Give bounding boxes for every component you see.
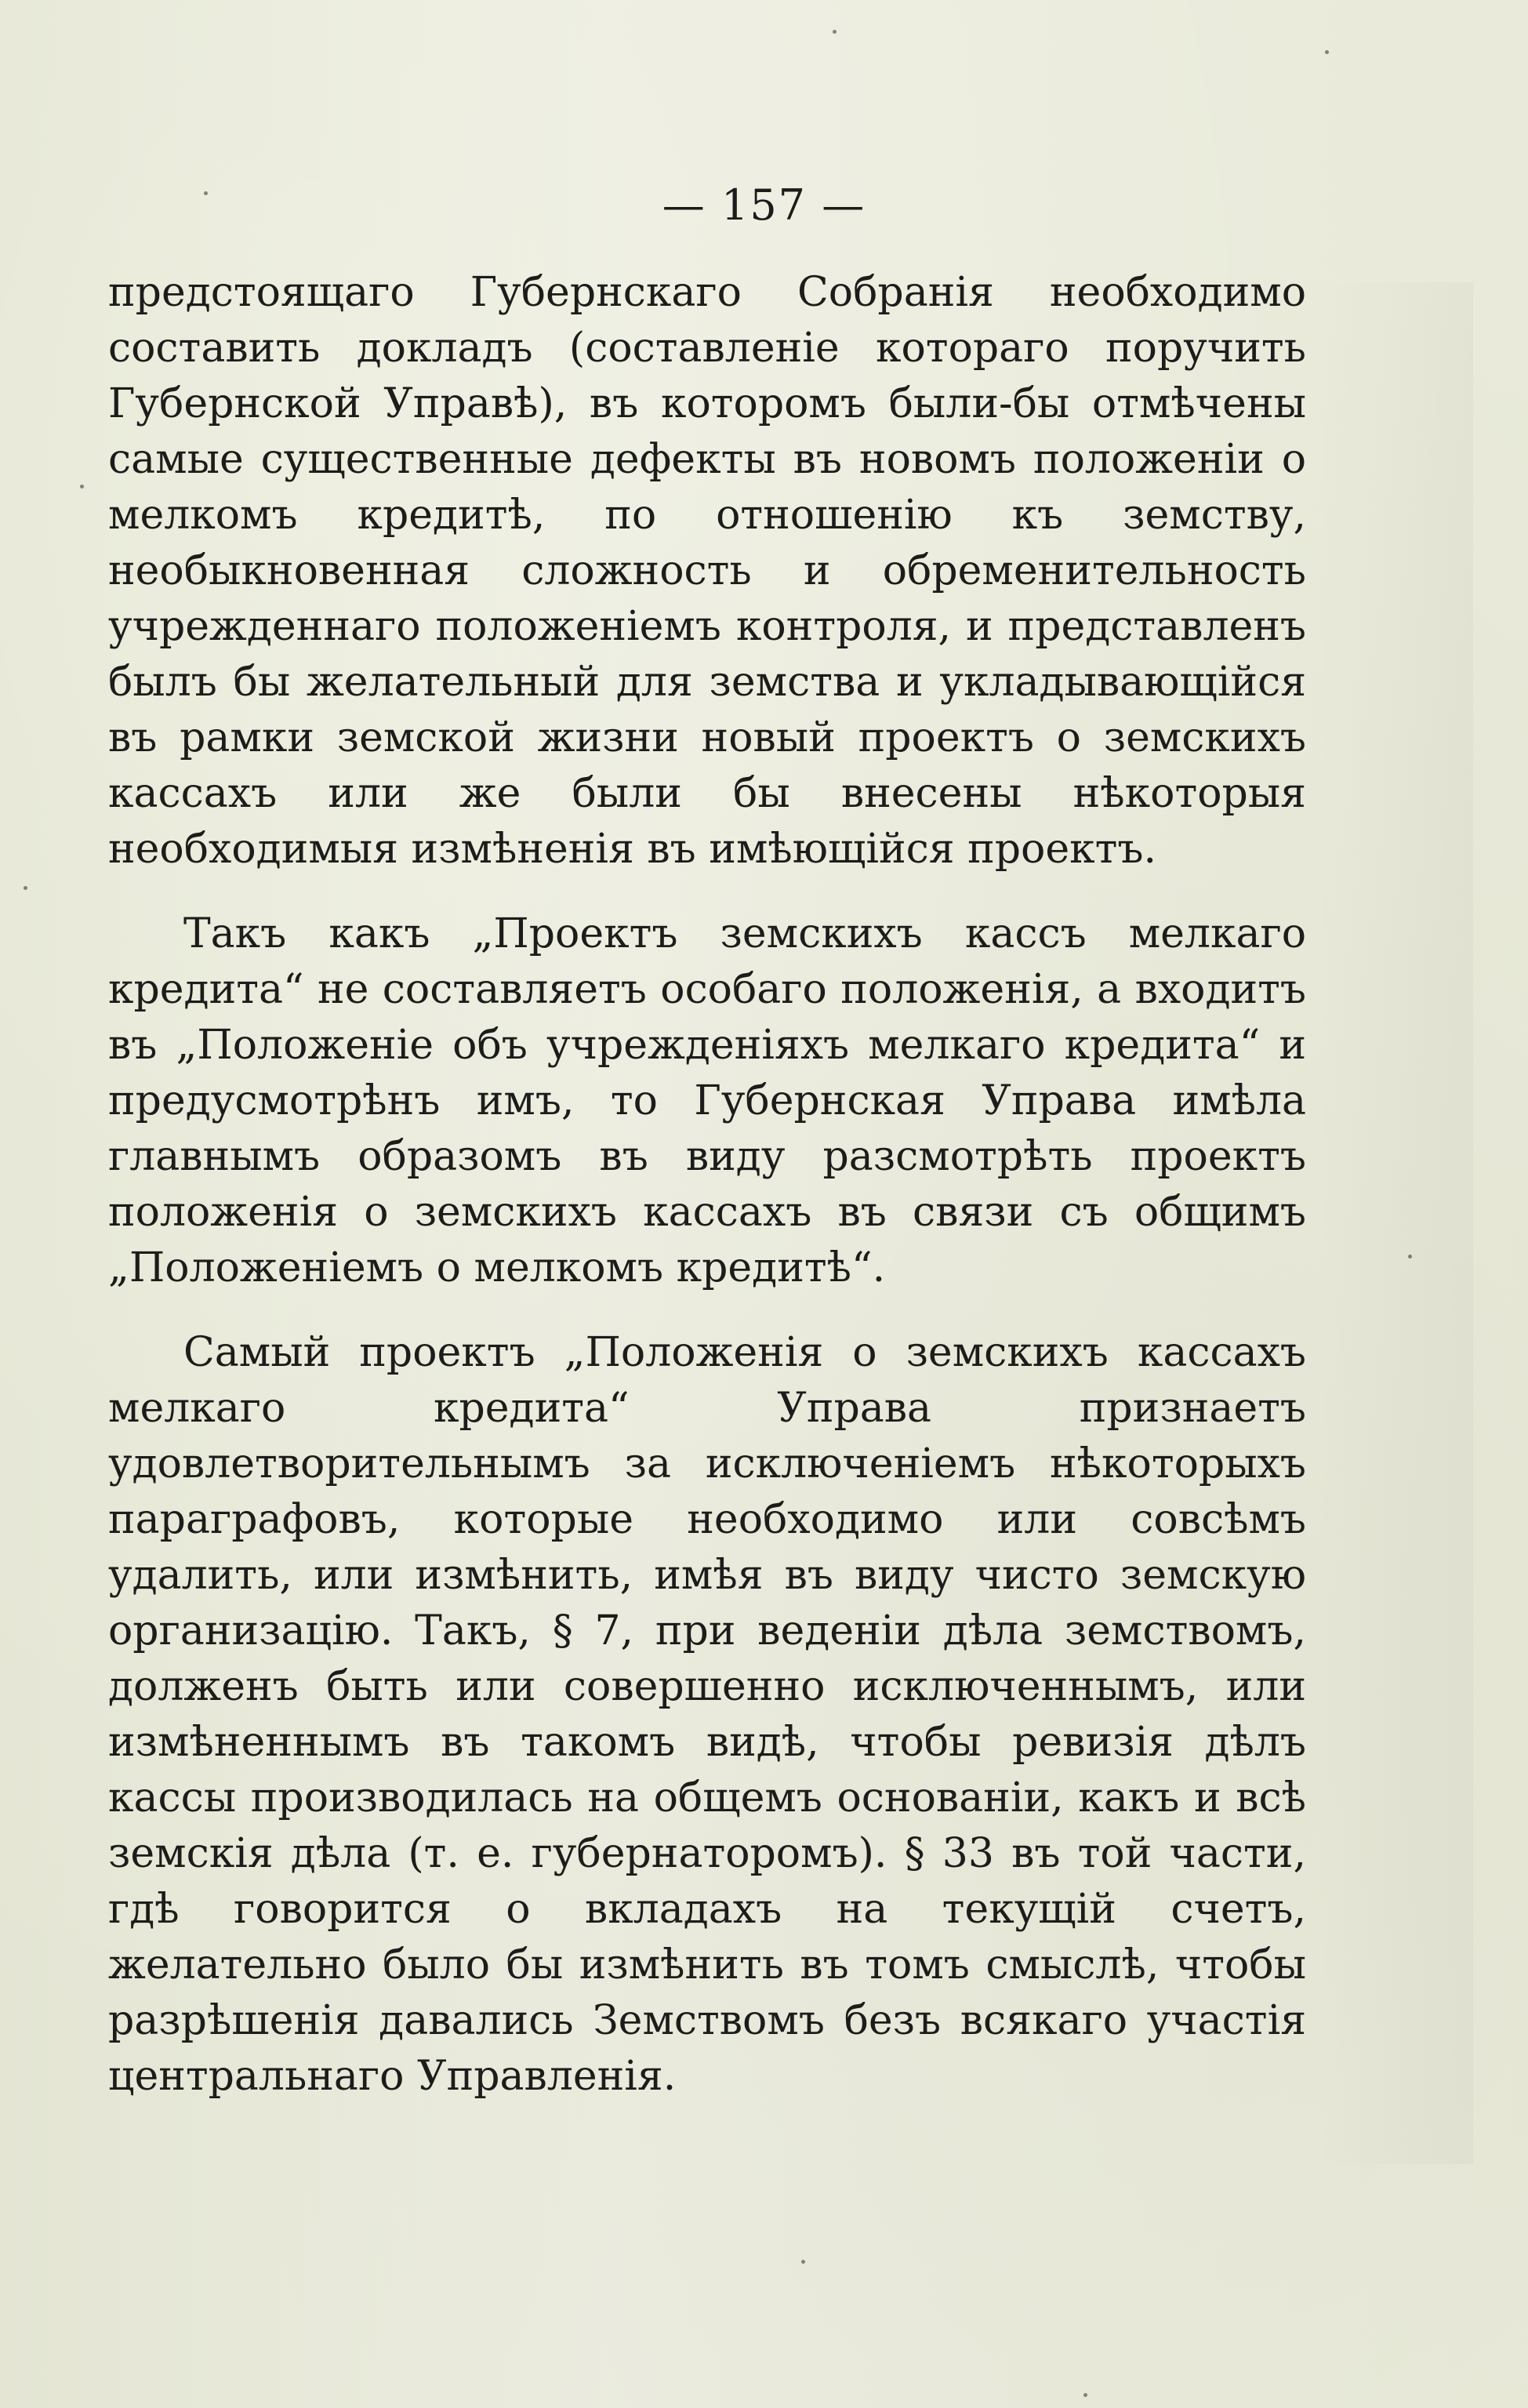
page-number: — 157 — bbox=[662, 180, 866, 230]
paper-speck bbox=[80, 485, 84, 489]
paper-speck bbox=[1083, 2393, 1087, 2397]
paper-speck bbox=[204, 191, 208, 195]
show-through-shadow bbox=[1316, 282, 1473, 2164]
paper-speck bbox=[1408, 1255, 1412, 1258]
paper-speck bbox=[1325, 50, 1329, 54]
paper-speck bbox=[801, 2260, 805, 2264]
paragraph-2: Такъ какъ „Проектъ земскихъ кассъ мелкаго кредита“ не составляетъ особаго положенія, а входитъ въ „Положеніе объ учрежденіяхъ мелкаго кредита“ и предусмотрѣнъ имъ, то Губернская Управа имѣла главнымъ образомъ въ виду разсмотрѣть проектъ положенія о земскихъ кассахъ въ связи съ общимъ „Положеніемъ о мелкомъ кредитѣ“. bbox=[108, 910, 1306, 1291]
body-text bbox=[108, 265, 1306, 2134]
paper-speck bbox=[24, 886, 27, 890]
paragraph-1: предстоящаго Губернскаго Собранія необходимо составить докладъ (составленіе котораго поручить Губернской Управѣ), въ которомъ были-бы отмѣчены самые существенные дефекты въ новомъ положеніи о мелкомъ кредитѣ, по отношенію къ земству, необыкновенная сложность и обременительность учрежденнаго положеніемъ контроля, и представленъ былъ бы желательный для земства и укладывающійся въ рамки земской жизни новый проектъ о земскихъ кассахъ или же были бы внесены нѣкоторыя необходимыя измѣненія въ имѣющійся проектъ. bbox=[108, 269, 1306, 873]
paragraph-3: Самый проектъ „Положенія о земскихъ кассахъ мелкаго кредита“ Управа признаетъ удовлетворительнымъ за исключеніемъ нѣкоторыхъ параграфовъ, которые необходимо или совсѣмъ удалить, или измѣнить, имѣя въ виду чисто земскую организацію. Такъ, § 7, при веденіи дѣла земствомъ, долженъ быть или совершенно исключеннымъ, или измѣненнымъ въ такомъ видѣ, чтобы ревизія дѣлъ кассы производилась на общемъ основаніи, какъ и всѣ земскія дѣла (т. е. губернаторомъ). § 33 въ той части, гдѣ говорится о вкладахъ на текущій счетъ, желательно было бы измѣнить въ томъ смыслѣ, чтобы разрѣшенія давались Земствомъ безъ всякаго участія центральнаго Управленія. bbox=[108, 1329, 1306, 2100]
paper-speck bbox=[833, 30, 837, 34]
